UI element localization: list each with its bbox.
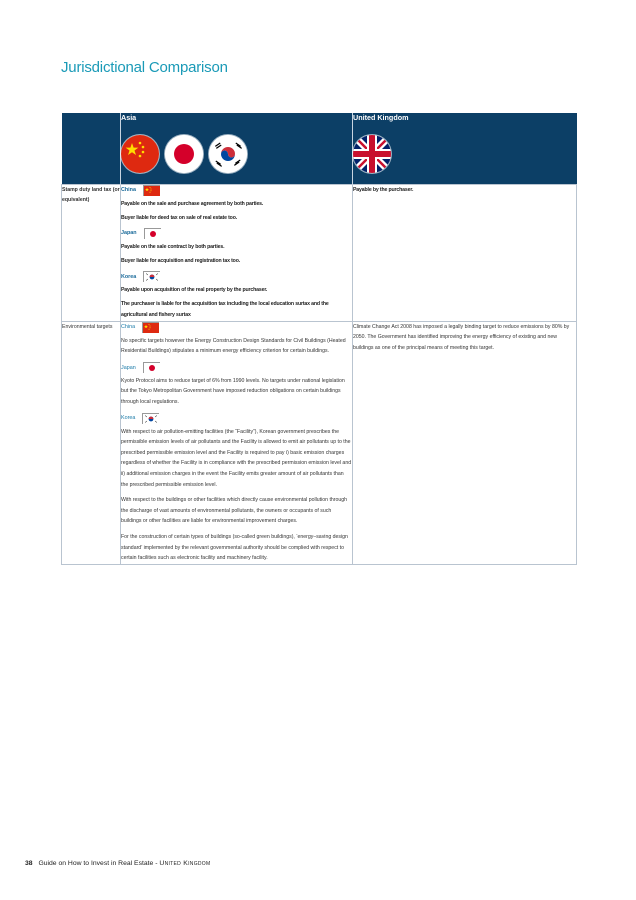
comparison-table (61, 113, 577, 565)
env-japan-text: Kyoto Protocol aims to reduce target of 6% from 1990 levels. No targets under national legislation but the Tokyo Metropolitan Government have imposed reduction obligations on certain buildings through local regulations. (121, 377, 345, 406)
header-asia (121, 113, 353, 184)
row-environmental (62, 321, 577, 564)
stamp-korea-line-2: The purchaser is liable for the acquisition tax including the local education surtax and the agricultural and fishery surtax (121, 301, 329, 319)
japan-label: Japan (121, 230, 137, 237)
stamp-korea-line-1: Payable upon acquisition of the real property by the purchaser. (121, 286, 268, 293)
stamp-japan-line-1: Payable on the sale contract by both parties. (121, 243, 225, 250)
uk-flags (353, 135, 577, 173)
japan-flag-icon (165, 135, 203, 173)
stamp-japan-heading (121, 228, 352, 240)
stamp-china-heading (121, 185, 352, 197)
japan-label: Japan (121, 364, 136, 371)
china-flag-icon (121, 135, 159, 173)
header-asia-label: Asia (121, 113, 137, 122)
china-mini-flag-icon (142, 322, 159, 333)
china-label: China (121, 187, 136, 194)
header-uk (353, 113, 577, 184)
header-empty-cell (62, 113, 121, 184)
stamp-uk-cell (353, 184, 577, 321)
row-stamp-duty (62, 184, 577, 321)
stamp-china-line-2: Buyer liable for deed tax on sale of real estate too. (121, 215, 238, 222)
env-korea-paragraph-1: With respect to air pollution-emitting facilities (the “Facility”), Korean government prescribes the permissible emission levels of air pollutants and the Facility is allowed to emit air pollutants up to the prescribed permissible emission level and the Facility is required to pay i) basic emission charges regardless of whether the Facility is in compliance with the prescribed permission emission level and ii) additional emission charges in the event the Facility emits greater amount of air pollutants than the prescribed permissible emission level. (121, 428, 352, 488)
stamp-japan-line-2: Buyer liable for acquisition and registration tax too. (121, 258, 241, 265)
korea-mini-flag-icon (143, 271, 160, 282)
korea-label: Korea (121, 415, 136, 422)
env-korea-heading (121, 413, 352, 425)
stamp-china-line-1: Payable on the sale and purchase agreement by both parties. (121, 200, 264, 207)
table-header-row (62, 113, 577, 184)
japan-mini-flag-icon (143, 362, 160, 373)
stamp-asia-cell (121, 184, 353, 321)
env-china-text: No specific targets however the Energy Construction Design Standards for Civil Buildings (Heated Residential Buildings) stipulates a minimum energy efficiency criterion for certain buildings. (121, 337, 346, 355)
row-label-stamp-duty: Stamp duty land tax (or equivalent) (62, 184, 121, 321)
japan-mini-flag-icon (144, 228, 161, 239)
uk-flag-icon (353, 135, 391, 173)
row-label-environmental: Environmental targets (62, 321, 121, 564)
page-number: 38 (25, 860, 33, 867)
korea-flag-icon (209, 135, 247, 173)
header-uk-label: United Kingdom (353, 113, 409, 122)
footer-country: United Kingdom (159, 860, 211, 867)
env-china-heading (121, 322, 352, 334)
china-label: China (121, 324, 136, 331)
env-korea-paragraph-3: For the construction of certain types of buildings (so-called green buildings), ‘energy–saving design standard’ implemented by the relevant governmental authority should be complied with respect to certain facilities such as electronic facility and machinery facility. (121, 533, 348, 562)
page-title: Jurisdictional Comparison (61, 59, 228, 76)
env-asia-cell (121, 321, 353, 564)
env-uk-cell (353, 321, 577, 564)
env-japan-heading (121, 362, 352, 374)
footer-text: Guide on How to Invest in Real Estate - (38, 860, 160, 867)
env-uk-text: Climate Change Act 2008 has imposed a legally binding target to reduce emissions by 80% by 2050. The Government has identified improving the energy efficiency of existing and new buildings as one of the principal means of meeting this target. (353, 323, 570, 351)
page-footer (25, 860, 210, 867)
korea-mini-flag-icon (142, 413, 159, 424)
stamp-korea-heading (121, 271, 352, 283)
env-korea-paragraph-2: With respect to the buildings or other facilities which directly cause environmental pollution through the discharge of vast amounts of environmental pollutants, the owners or occupants of such buildings or other facilities are liable for environmental improvement charges. (121, 497, 348, 525)
china-mini-flag-icon (143, 185, 160, 196)
asia-flags (121, 135, 352, 173)
stamp-uk-text: Payable by the purchaser. (353, 186, 414, 193)
korea-label: Korea (121, 273, 137, 280)
